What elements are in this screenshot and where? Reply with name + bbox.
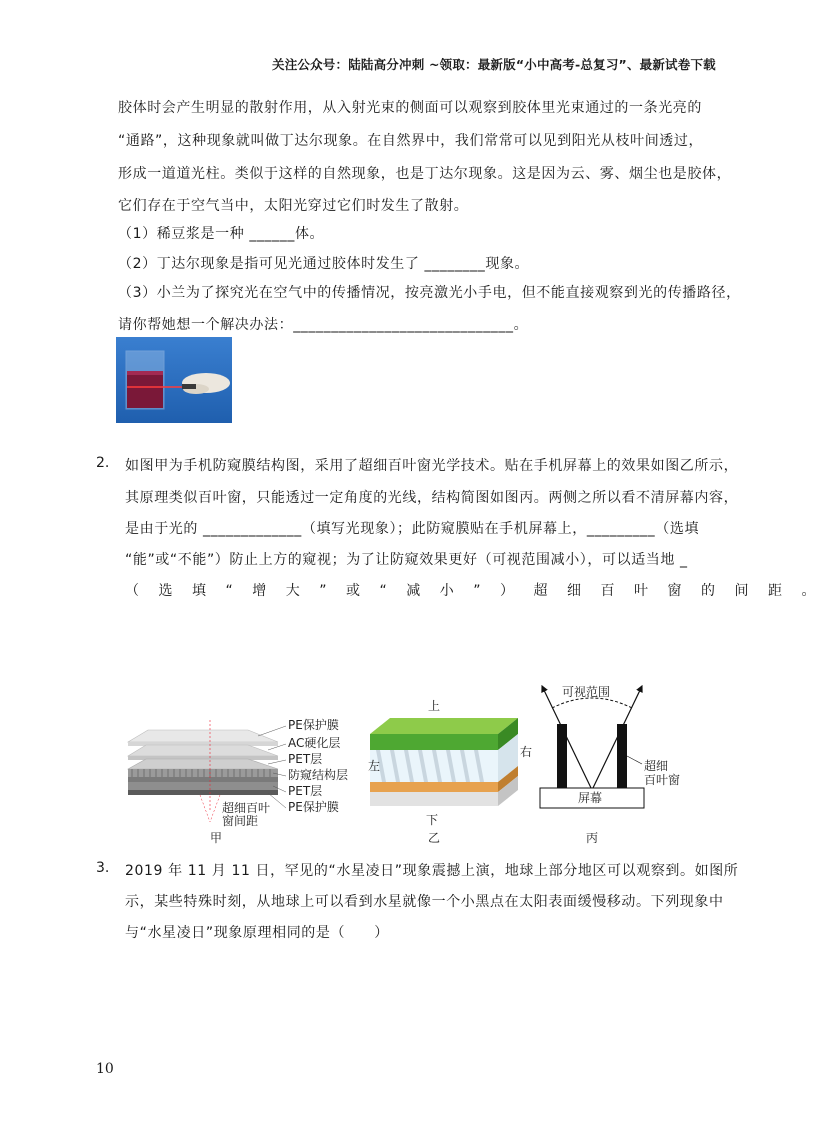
label-bottom: 下 [426,813,439,827]
tyndall-experiment-photo [116,337,232,423]
q2-line-2: 其原理类似百叶窗，只能透过一定角度的光线，结构简图如图丙。两侧之所以看不清屏幕内容， [125,490,739,506]
q2-line-3: 是由于光的 _____________（填写光现象）；此防窥膜贴在手机屏幕上，_________（选填 [125,521,700,537]
figure-yi-screen-effect [368,690,533,850]
q1-intro-line-2: “通路”，这种现象就叫做丁达尔现象。在自然界中，我们常常可以见到阳光从枝叶间透过， [118,133,704,149]
q1-sub-question-1: （1）稀豆浆是一种 ______体。 [118,226,325,242]
q2-line-4: “能”或“不能”）防止上方的窥视；为了让防窥效果更好（可视范围减小），可以适当地 _ [125,552,688,568]
layer-label-1: PE保护膜 [288,718,339,732]
label-top: 上 [428,699,441,713]
louver-label-line-2: 百叶窗 [644,773,681,787]
q3-number: 3. [96,860,110,876]
q3-line-3: 与“水星凌日”现象原理相同的是（ ） [125,925,389,941]
q1-intro-line-4: 它们存在于空气当中，太阳光穿过它们时发生了散射。 [118,198,469,214]
layer-label-4: 防窥结构层 [288,768,349,782]
view-range-label: 可视范围 [562,685,611,699]
q3-line-2: 示，某些特殊时刻，从地球上可以看到水星就像一个小黑点在太阳表面缓慢移动。下列现象中 [125,894,724,910]
q1-sub-question-3-answer-line: 请你帮她想一个解决办法：_____________________________。 [118,317,529,333]
q2-line-1: 如图甲为手机防窥膜结构图，采用了超细百叶窗光学技术。贴在手机屏幕上的效果如图乙所示， [125,458,739,474]
q1-sub-question-3: （3）小兰为了探究光在空气中的传播情况，按亮激光小手电，但不能直接观察到光的传播路径， [118,285,741,301]
q1-intro-line-1: 胶体时会产生明显的散射作用，从入射光束的侧面可以观察到胶体里光束通过的一条光亮的 [118,100,702,116]
q2-number: 2. [96,455,110,471]
layer-label-6: PE保护膜 [288,800,339,814]
louver-label-line-1: 超细 [644,759,669,773]
figure-jia-film-structure [118,700,368,850]
page-header: 关注公众号：陆陆高分冲刺 ~领取：最新版“小中高考-总复习”、最新试卷下载 [272,57,716,72]
figure-bing-caption: 丙 [586,831,599,845]
layer-label-3: PET层 [288,752,323,766]
spacing-label-line-2: 窗间距 [222,814,259,828]
label-right: 右 [520,745,533,759]
figure-bing-louver-diagram [530,680,710,850]
q2-line-5: （选填“增大”或“减小”）超细百叶窗的间距。 [125,583,835,599]
q1-intro-line-3: 形成一道道光柱。类似于这样的自然现象，也是丁达尔现象。这是因为云、雾、烟尘也是胶体， [118,166,732,182]
page-number: 10 [96,1061,114,1077]
q1-sub-question-2: （2）丁达尔现象是指可见光通过胶体时发生了 ________现象。 [118,256,530,272]
label-left: 左 [368,759,381,773]
layer-label-2: AC硬化层 [288,736,341,750]
figure-yi-caption: 乙 [428,831,441,845]
screen-label: 屏幕 [578,791,603,805]
spacing-label-line-1: 超细百叶 [222,801,271,815]
figure-jia-caption: 甲 [210,831,223,845]
q3-line-1: 2019 年 11 月 11 日，罕见的“水星凌日”现象震撼上演，地球上部分地区可以观察到。如图所 [125,863,739,879]
layer-label-5: PET层 [288,784,323,798]
